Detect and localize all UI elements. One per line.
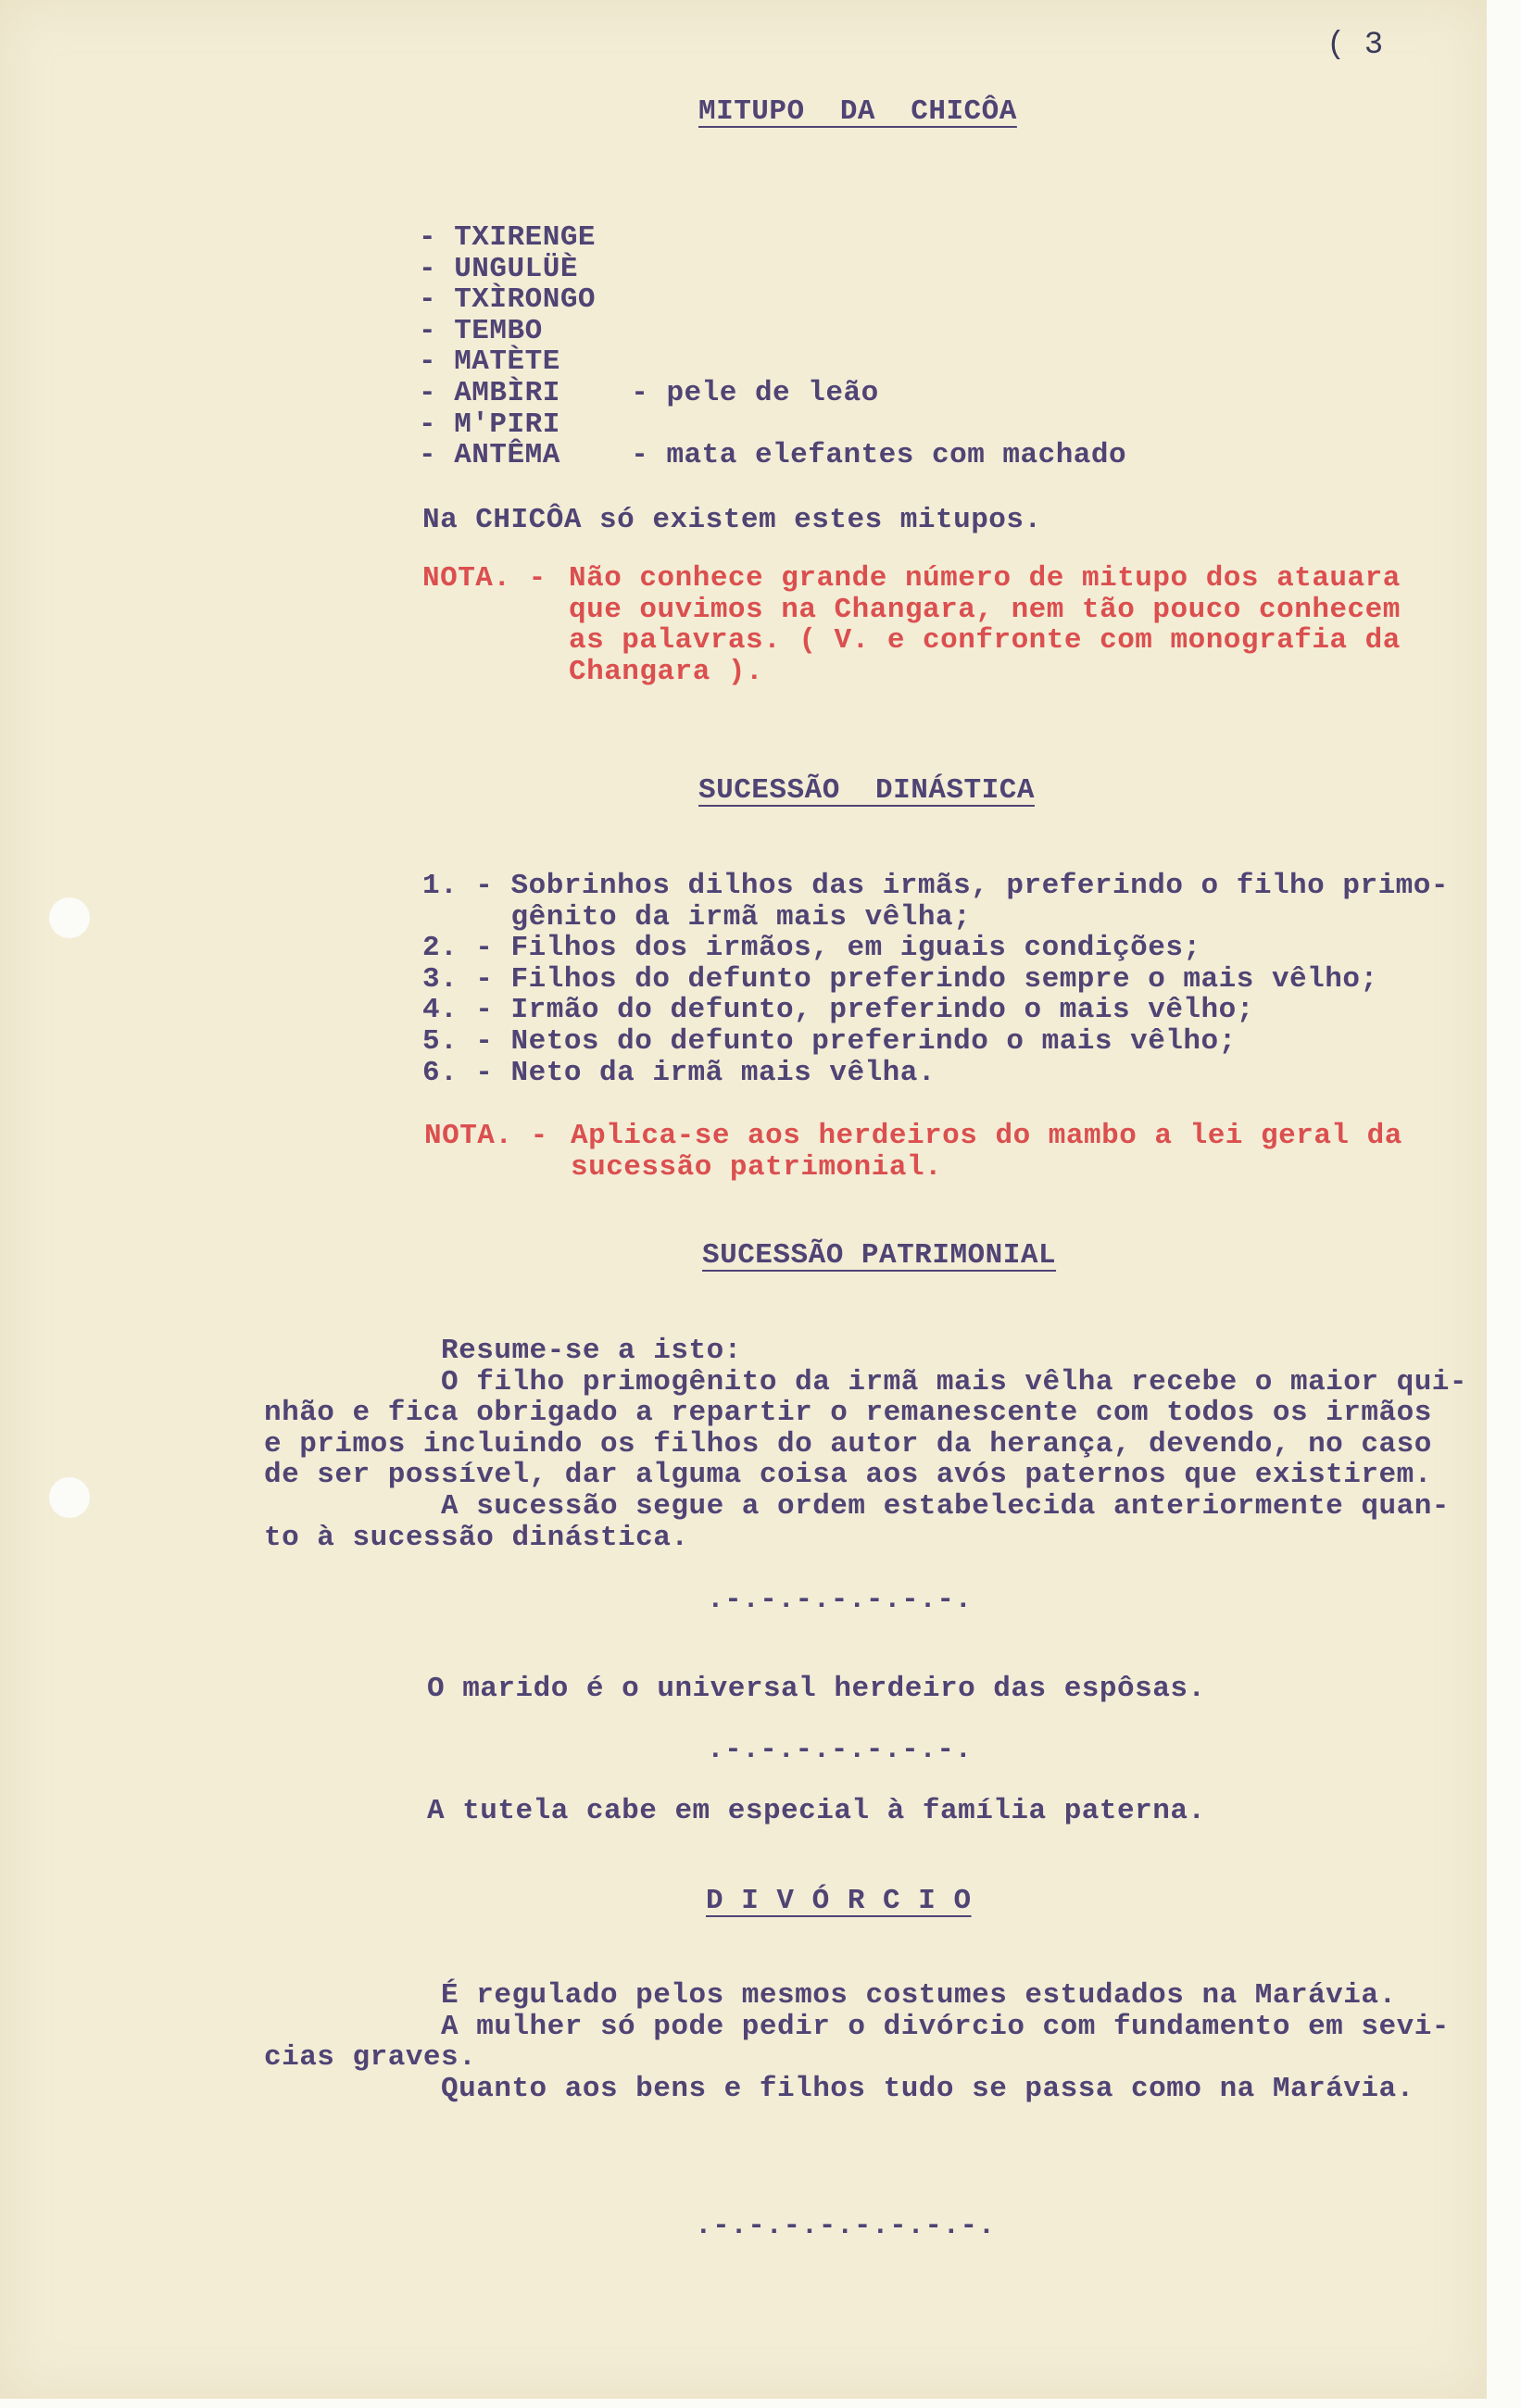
note-label: NOTA. - [422, 562, 547, 595]
list-item: 5. - Netos do defunto preferindo o mais vêlho; [422, 1024, 1237, 1058]
mitupo-statement: Na CHICÔA só existem estes mitupos. [422, 504, 1042, 536]
note-line: Aplica-se aos herdeiros do mambo a lei geral da [571, 1120, 1402, 1152]
note-line: Não conhece grande número de mitupo dos atauara [569, 562, 1401, 595]
list-item: - AMBÌRI - pele de leão [419, 376, 879, 409]
note-line: as palavras. ( V. e confronte com monografia da [569, 624, 1401, 658]
list-item: 4. - Irmão do defunto, preferindo o mais vêlho; [422, 994, 1254, 1027]
punch-hole [49, 897, 90, 938]
text-line: e primos incluindo os filhos do autor da herança, devendo, no caso [264, 1427, 1432, 1461]
note-line: Changara ). [569, 655, 764, 688]
mitupo-list [419, 222, 1126, 471]
list-item: - UNGULÜÈ [419, 252, 578, 285]
note-line: que ouvimos na Changara, nem tão pouco conhecem [569, 593, 1401, 626]
tutela-statement: A tutela cabe em especial à família paterna. [427, 1795, 1206, 1827]
section-title-sucessao-patrimonial: SUCESSÃO PATRIMONIAL [702, 1239, 1057, 1272]
list-item: 3. - Filhos do defunto preferindo sempre o mais vêlho; [422, 962, 1378, 996]
list-item: - TEMBO [419, 314, 543, 347]
list-item: - TXÌRONGO [419, 283, 597, 317]
list-item: - TXIRENGE [419, 221, 597, 254]
text-line: cias graves. [264, 2041, 477, 2075]
divorcio-text [264, 1980, 1450, 2104]
list-item: - ANTÊMA - mata elefantes com machado [419, 439, 1127, 472]
text-line: A sucessão segue a ordem estabelecida anteriormente quan- [264, 1489, 1450, 1523]
list-item: 6. - Neto da irmã mais vêlha. [422, 1056, 936, 1089]
text-line: nhão e fica obrigado a repartir o remanescente com todos os irmãos [264, 1397, 1432, 1430]
note-text [571, 1121, 1402, 1183]
page-number: ( 3 [1326, 28, 1384, 63]
list-item: 1. - Sobrinhos dilhos das irmãs, preferindo o filho primo- [422, 870, 1449, 902]
section-title-sucessao-dinastica: SUCESSÃO DINÁSTICA [698, 774, 1035, 807]
separator: .-.-.-.-.-.-.-.-. [695, 2210, 996, 2242]
section-title-mitupo: MITUPO DA CHICÔA [698, 95, 1017, 128]
patrimonial-text [264, 1336, 1467, 1553]
note-line: sucessão patrimonial. [571, 1150, 943, 1184]
list-item: - MATÈTE [419, 345, 560, 379]
husband-statement: O marido é o universal herdeiro das espôsas. [427, 1673, 1206, 1705]
punch-hole [49, 1477, 90, 1518]
text-line: A mulher só pode pedir o divórcio com fundamento em sevi- [264, 2010, 1450, 2043]
text-line: Quanto aos bens e filhos tudo se passa como na Marávia. [264, 2072, 1414, 2105]
succession-list [422, 871, 1449, 1088]
text-line: O filho primogênito da irmã mais vêlha recebe o maior qui- [264, 1365, 1468, 1398]
text-line: Resume-se a isto: [264, 1335, 742, 1367]
note-label: NOTA. - [424, 1120, 548, 1152]
text-line: de ser possível, dar alguma coisa aos avós paternos que existirem. [264, 1459, 1432, 1492]
separator: .-.-.-.-.-.-.-. [707, 1584, 973, 1616]
text-line: to à sucessão dinástica. [264, 1521, 689, 1554]
list-item: gênito da irmã mais vêlha; [422, 900, 972, 934]
list-item: 2. - Filhos dos irmãos, em iguais condições; [422, 932, 1201, 965]
text-line: É regulado pelos mesmos costumes estudados na Marávia. [264, 1979, 1397, 2012]
list-item: - M'PIRI [419, 408, 560, 441]
separator: .-.-.-.-.-.-.-. [707, 1734, 973, 1766]
section-title-divorcio: D I V Ó R C I O [706, 1885, 972, 1917]
note-text [569, 563, 1401, 687]
